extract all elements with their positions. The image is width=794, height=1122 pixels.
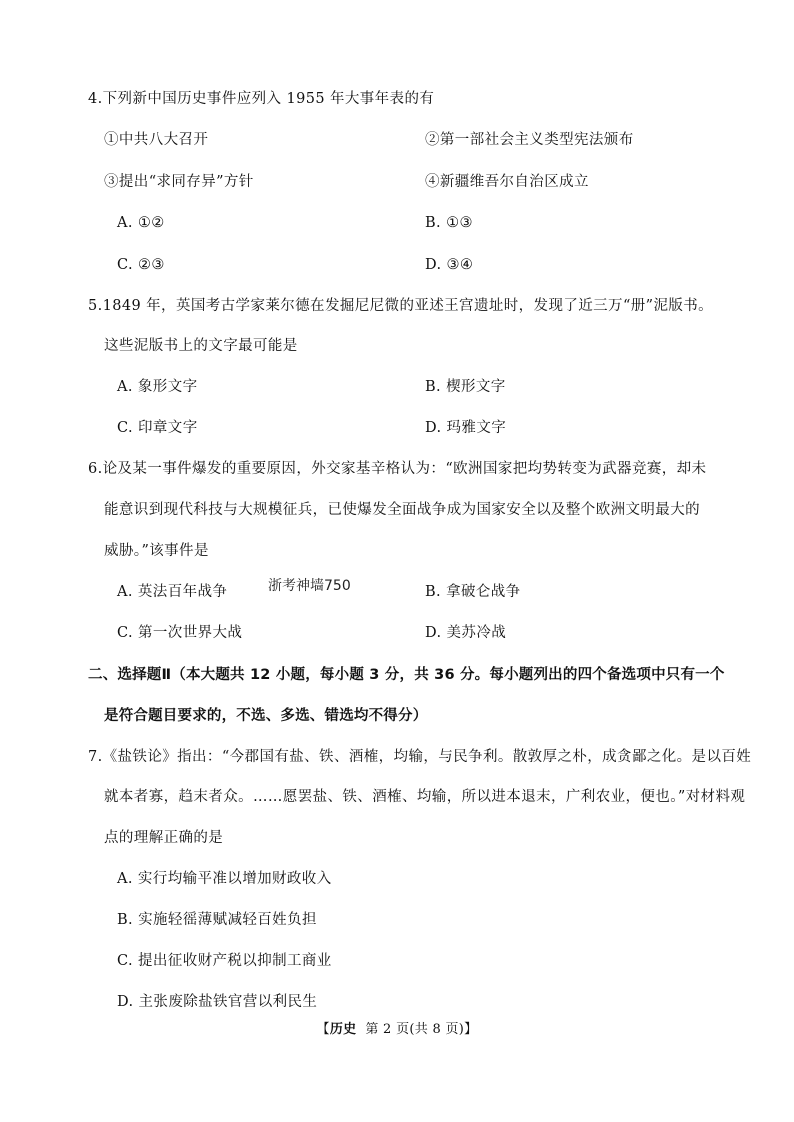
question-6-stem-line-1: 6.论及某一事件爆发的重要原因，外交家基辛格认为：“欧洲国家把均势转变为武器竞赛，却未 bbox=[88, 461, 707, 477]
question-7-stem-line-2: 就本者寡，趋末者众。……愿罢盐、铁、酒榷、均输，所以进本退末，广利农业，便也。”对材料观 bbox=[104, 789, 746, 805]
question-4-item-1: ①中共八大召开 bbox=[104, 132, 209, 148]
section-2-heading-line-1: 二、选择题Ⅱ（本大题共 12 小题，每小题 3 分，共 36 分。每小题列出的四个备选项中只有一个 bbox=[88, 667, 725, 683]
question-4-item-4: ④新疆维吾尔自治区成立 bbox=[425, 174, 589, 190]
question-4-option-c: C. ②③ bbox=[117, 257, 165, 273]
question-4-option-d: D. ③④ bbox=[425, 257, 474, 273]
footer-open-bracket: 【 bbox=[316, 1022, 330, 1037]
question-6-option-d: D. 美苏冷战 bbox=[425, 625, 507, 641]
question-6-option-a: A. 英法百年战争 bbox=[117, 584, 228, 600]
question-5-stem-line-2: 这些泥版书上的文字最可能是 bbox=[104, 338, 298, 354]
question-6-option-c: C. 第一次世界大战 bbox=[117, 625, 243, 641]
question-4-item-3: ③提出“求同存异”方针 bbox=[104, 174, 254, 190]
question-4-item-2: ②第一部社会主义类型宪法颁布 bbox=[425, 132, 634, 148]
footer-subject: 历史 bbox=[329, 1022, 357, 1037]
footer-page-number: 第 2 页(共 8 页) bbox=[365, 1022, 465, 1037]
question-7-stem-line-1: 7.《盐铁论》指出：“今郡国有盐、铁、酒榷，均输，与民争利。散敦厚之朴，成贪鄙之化。是以百姓 bbox=[88, 749, 752, 765]
page-footer bbox=[0, 1018, 794, 1037]
section-2-heading-line-2: 是符合题目要求的，不选、多选、错选均不得分） bbox=[104, 708, 428, 724]
question-5-option-b: B. 楔形文字 bbox=[425, 379, 506, 395]
question-5-option-a: A. 象形文字 bbox=[117, 379, 198, 395]
question-5-option-d: D. 玛雅文字 bbox=[425, 420, 507, 436]
question-5-stem-line-1: 5.1849 年，英国考古学家莱尔德在发掘尼尼微的亚述王宫遗址时，发现了近三万“册”泥版书。 bbox=[88, 298, 714, 314]
watermark-text: 浙考神墙750 bbox=[268, 578, 351, 594]
question-7-stem-line-3: 点的理解正确的是 bbox=[104, 830, 224, 846]
question-7-option-a: A. 实行均输平准以增加财政收入 bbox=[117, 871, 332, 887]
question-7-option-b: B. 实施轻徭薄赋减轻百姓负担 bbox=[117, 912, 317, 928]
question-7-option-d: D. 主张废除盐铁官营以利民生 bbox=[117, 994, 318, 1010]
question-4-option-a: A. ①② bbox=[117, 215, 165, 231]
question-5-option-c: C. 印章文字 bbox=[117, 420, 198, 436]
footer-close-bracket: 】 bbox=[464, 1022, 478, 1037]
question-4-option-b: B. ①③ bbox=[425, 215, 473, 231]
question-7-option-c: C. 提出征收财产税以抑制工商业 bbox=[117, 953, 332, 969]
question-6-option-b: B. 拿破仑战争 bbox=[425, 584, 521, 600]
question-6-stem-line-3: 威胁。”该事件是 bbox=[104, 543, 209, 559]
question-4-stem: 4.下列新中国历史事件应列入 1955 年大事年表的有 bbox=[88, 91, 435, 107]
question-6-stem-line-2: 能意识到现代科技与大规模征兵，已使爆发全面战争成为国家安全以及整个欧洲文明最大的 bbox=[104, 502, 700, 518]
